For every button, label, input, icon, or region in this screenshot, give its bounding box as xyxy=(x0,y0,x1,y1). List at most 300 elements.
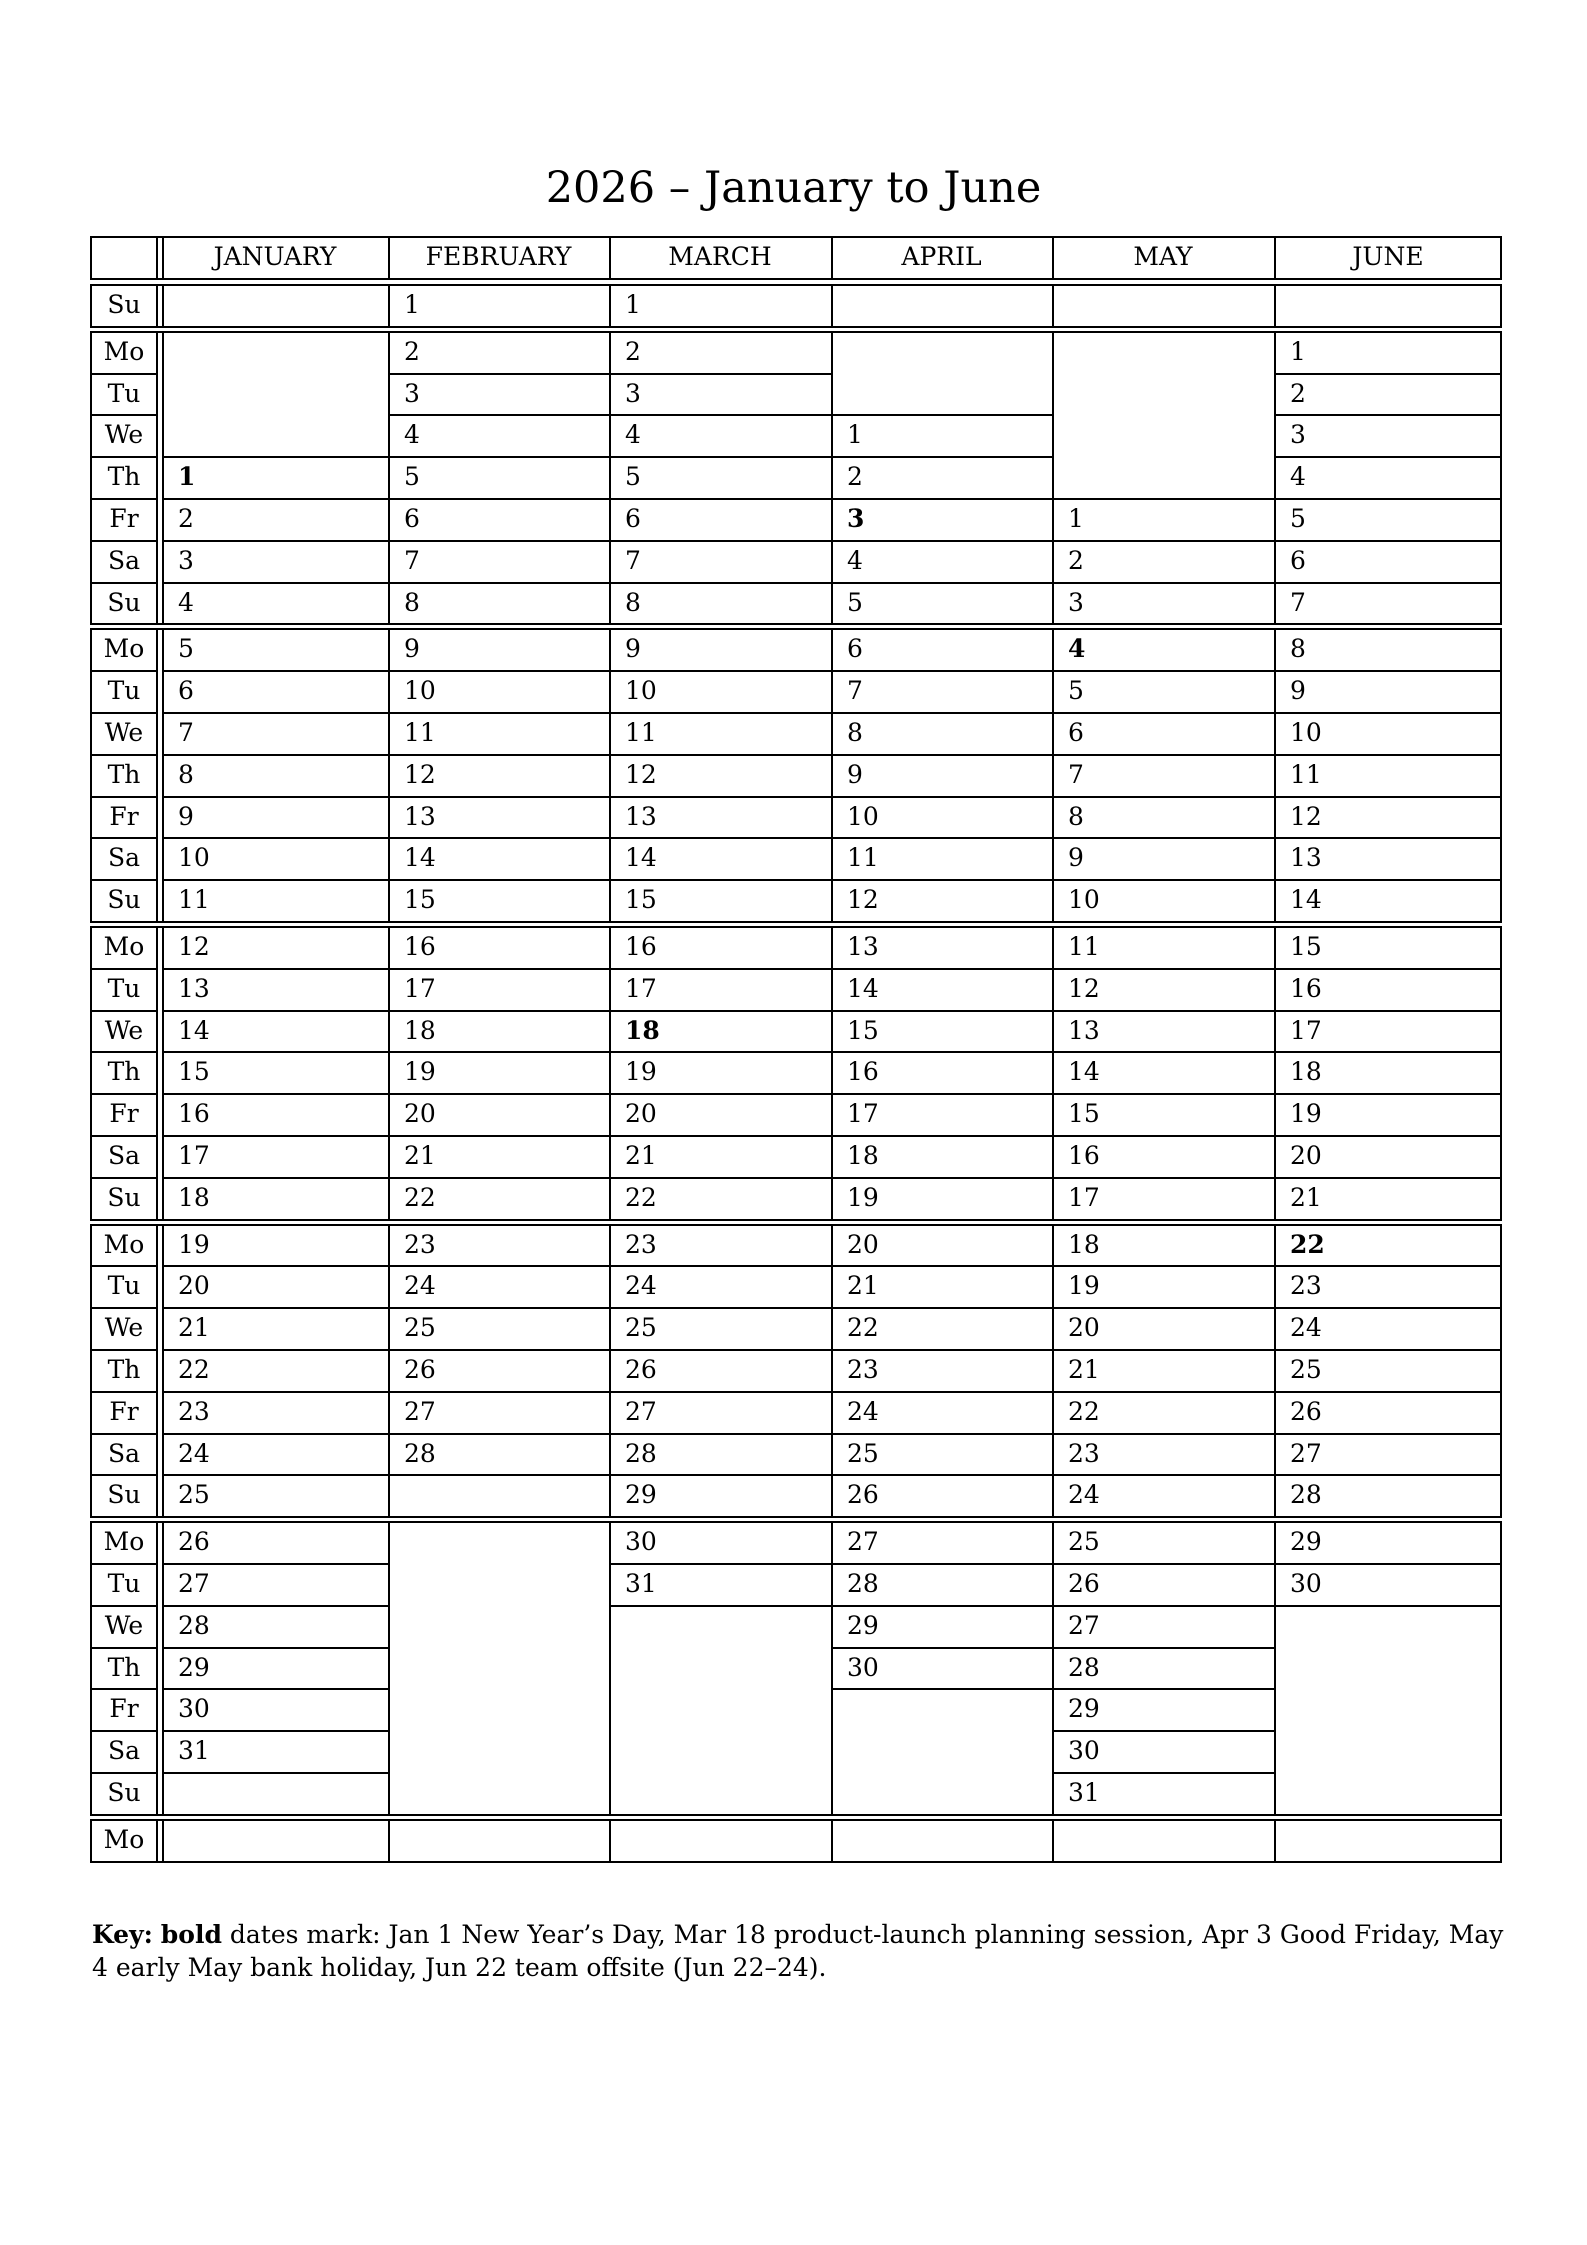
grid-line xyxy=(388,712,609,714)
weekday-label: Su xyxy=(107,1182,141,1212)
grid-line xyxy=(90,712,156,714)
grid-line xyxy=(1500,1819,1502,1863)
grid-line xyxy=(162,1605,388,1607)
grid-line xyxy=(831,796,1052,798)
grid-line xyxy=(1052,498,1274,500)
grid-line xyxy=(609,1051,831,1053)
date-cell: 5 xyxy=(404,462,420,492)
month-header: MAY xyxy=(1133,242,1193,271)
grid-line xyxy=(162,1391,388,1393)
grid-line xyxy=(90,1474,156,1476)
grid-line xyxy=(609,498,831,500)
key-text: dates mark: Jan 1 New Year’s Day, Mar 18 product-launch planning session, Apr 3 Good Friday, May 4 early May bank holiday, Jun 22 team offsite (Jun 22–24). xyxy=(92,1920,1504,1982)
grid-line xyxy=(90,278,1502,280)
date-cell: 12 xyxy=(404,759,436,789)
grid-line xyxy=(388,1819,390,1863)
date-cell: 16 xyxy=(625,932,657,961)
grid-line xyxy=(1274,837,1502,839)
grid-line xyxy=(831,1349,1052,1351)
grid-line xyxy=(162,1051,388,1053)
weekday-label: Th xyxy=(107,759,141,789)
date-cell: 2 xyxy=(404,336,420,366)
date-cell: 14 xyxy=(625,843,657,873)
date-cell: 15 xyxy=(178,1057,210,1087)
date-cell: 7 xyxy=(1068,759,1084,789)
key-bold-word: bold xyxy=(160,1920,222,1949)
grid-line xyxy=(90,1605,156,1607)
date-cell: 14 xyxy=(178,1015,210,1045)
date-cell: 12 xyxy=(1290,801,1322,831)
date-cell: 23 xyxy=(404,1229,436,1259)
weekday-label: We xyxy=(104,1015,144,1045)
grid-line xyxy=(162,968,388,970)
grid-line xyxy=(1274,1349,1502,1351)
grid-line xyxy=(831,754,1052,756)
date-cell: 26 xyxy=(847,1480,879,1510)
grid-line xyxy=(1274,1307,1502,1309)
grid-line xyxy=(162,1349,388,1351)
grid-line xyxy=(1052,1730,1274,1732)
date-cell: 15 xyxy=(1068,1099,1100,1129)
grid-line xyxy=(609,1135,831,1137)
grid-line xyxy=(388,1093,609,1095)
date-cell: 22 xyxy=(178,1355,210,1384)
date-cell: 23 xyxy=(1290,1271,1322,1301)
date-cell: 20 xyxy=(404,1099,436,1129)
grid-line xyxy=(162,879,388,881)
grid-line xyxy=(156,236,158,280)
grid-line xyxy=(1274,1521,1276,1816)
grid-line xyxy=(90,1516,1502,1518)
weekday-label: Tu xyxy=(107,1569,141,1598)
weekday-label: Th xyxy=(107,1355,141,1384)
date-cell: 15 xyxy=(847,1015,879,1045)
date-cell: 22 xyxy=(1290,1229,1325,1259)
grid-line xyxy=(1052,754,1274,756)
grid-line xyxy=(1274,796,1502,798)
date-cell: 31 xyxy=(178,1736,210,1766)
grid-line xyxy=(162,1433,388,1435)
weekday-label: Tu xyxy=(107,378,141,408)
grid-line xyxy=(1052,1819,1054,1863)
date-cell: 7 xyxy=(178,718,194,747)
grid-line xyxy=(1052,1688,1274,1690)
grid-line xyxy=(90,623,1502,625)
grid-line xyxy=(90,1819,1502,1821)
grid-line xyxy=(388,1135,609,1137)
grid-line xyxy=(388,1391,609,1393)
grid-line xyxy=(609,1819,611,1863)
weekday-label: We xyxy=(104,1610,144,1640)
grid-line xyxy=(90,1391,156,1393)
grid-line xyxy=(1052,1433,1274,1435)
date-cell: 3 xyxy=(1290,420,1306,450)
grid-line xyxy=(831,1563,1052,1565)
grid-line xyxy=(1052,837,1274,839)
date-cell: 17 xyxy=(847,1099,879,1129)
date-cell: 16 xyxy=(178,1099,210,1129)
weekday-label: We xyxy=(104,420,144,450)
date-cell: 13 xyxy=(1290,843,1322,873)
grid-line xyxy=(1274,284,1276,328)
date-cell: 29 xyxy=(1290,1527,1322,1557)
weekday-label: Sa xyxy=(107,1141,141,1170)
grid-line xyxy=(162,1688,388,1690)
grid-line xyxy=(1274,1265,1502,1267)
weekday-label: Su xyxy=(107,587,141,617)
date-cell: 11 xyxy=(178,885,210,915)
grid-line xyxy=(1052,968,1274,970)
date-cell: 6 xyxy=(1290,545,1306,575)
date-cell: 5 xyxy=(1068,676,1084,706)
date-cell: 30 xyxy=(625,1527,657,1557)
weekday-label: Mo xyxy=(103,1824,145,1854)
grid-line xyxy=(90,670,156,672)
date-cell: 22 xyxy=(847,1313,879,1343)
grid-line xyxy=(831,879,1052,881)
grid-line xyxy=(831,1010,1052,1012)
grid-line xyxy=(90,1219,1502,1221)
month-header: MARCH xyxy=(668,242,772,271)
grid-line xyxy=(162,670,388,672)
grid-line xyxy=(388,284,390,328)
date-cell: 17 xyxy=(404,973,436,1003)
date-cell: 10 xyxy=(178,843,210,873)
date-cell: 17 xyxy=(178,1141,210,1170)
grid-line xyxy=(609,968,831,970)
date-cell: 10 xyxy=(625,676,657,706)
grid-line xyxy=(1500,284,1502,328)
date-cell: 14 xyxy=(1068,1057,1100,1087)
month-header: APRIL xyxy=(901,242,982,271)
date-cell: 4 xyxy=(847,545,863,575)
date-cell: 2 xyxy=(1290,378,1306,408)
date-cell: 22 xyxy=(625,1182,657,1212)
weekday-label: We xyxy=(104,1313,144,1343)
date-cell: 12 xyxy=(1068,973,1100,1003)
date-cell: 30 xyxy=(1290,1569,1322,1598)
grid-line xyxy=(162,1265,388,1267)
grid-line xyxy=(162,1474,388,1476)
weekday-label: Fr xyxy=(109,504,139,533)
weekday-label: Su xyxy=(107,290,141,319)
grid-line xyxy=(90,456,156,458)
grid-line xyxy=(162,796,388,798)
date-cell: 26 xyxy=(404,1355,436,1384)
grid-line xyxy=(388,1433,609,1435)
grid-line xyxy=(831,1135,1052,1137)
grid-line xyxy=(1052,1051,1274,1053)
grid-line xyxy=(388,796,609,798)
date-cell: 30 xyxy=(178,1694,210,1724)
date-cell: 18 xyxy=(625,1015,660,1045)
grid-line xyxy=(1274,670,1502,672)
grid-line xyxy=(162,1772,388,1774)
date-cell: 28 xyxy=(847,1569,879,1598)
date-cell: 18 xyxy=(178,1182,210,1212)
date-cell: 23 xyxy=(178,1396,210,1426)
grid-line xyxy=(1052,1391,1274,1393)
grid-line xyxy=(90,837,156,839)
grid-line xyxy=(831,582,1052,584)
grid-line xyxy=(1052,1093,1274,1095)
date-cell: 20 xyxy=(1068,1313,1100,1343)
grid-line xyxy=(831,1647,1052,1649)
grid-line xyxy=(1052,582,1274,584)
grid-line xyxy=(1052,796,1274,798)
grid-line xyxy=(90,1688,156,1690)
weekday-label: Mo xyxy=(103,336,145,366)
date-cell: 21 xyxy=(178,1313,210,1343)
date-cell: 15 xyxy=(1290,932,1322,961)
date-cell: 9 xyxy=(404,634,420,664)
weekday-label: Tu xyxy=(107,1271,141,1301)
grid-line xyxy=(162,498,388,500)
weekday-label: Tu xyxy=(107,676,141,706)
grid-line xyxy=(609,1474,831,1476)
date-cell: 25 xyxy=(1068,1527,1100,1557)
grid-line xyxy=(831,712,1052,714)
grid-line xyxy=(388,1177,609,1179)
grid-line xyxy=(90,968,156,970)
grid-line xyxy=(388,540,609,542)
date-cell: 27 xyxy=(404,1396,436,1426)
date-cell: 16 xyxy=(1290,973,1322,1003)
date-cell: 3 xyxy=(178,545,194,575)
date-cell: 1 xyxy=(625,290,641,319)
date-cell: 1 xyxy=(847,420,863,450)
grid-line xyxy=(1052,712,1274,714)
date-cell: 29 xyxy=(847,1610,879,1640)
grid-line xyxy=(388,414,609,416)
grid-line xyxy=(831,1605,1052,1607)
date-cell: 5 xyxy=(1290,504,1306,533)
weekday-label: Su xyxy=(107,1480,141,1510)
grid-line xyxy=(90,1647,156,1649)
grid-line xyxy=(609,414,831,416)
date-cell: 19 xyxy=(847,1182,879,1212)
date-cell: 24 xyxy=(847,1396,879,1426)
date-cell: 28 xyxy=(404,1438,436,1468)
grid-line xyxy=(90,326,1502,328)
grid-line xyxy=(162,540,388,542)
date-cell: 13 xyxy=(625,801,657,831)
date-cell: 11 xyxy=(847,843,879,873)
grid-line xyxy=(831,1307,1052,1309)
grid-line xyxy=(831,670,1052,672)
grid-line xyxy=(90,628,1502,630)
date-cell: 9 xyxy=(178,801,194,831)
date-cell: 13 xyxy=(847,932,879,961)
date-cell: 9 xyxy=(1290,676,1306,706)
weekday-label: Fr xyxy=(109,1099,139,1129)
grid-line xyxy=(1052,1265,1274,1267)
date-cell: 24 xyxy=(625,1271,657,1301)
grid-line xyxy=(90,1093,156,1095)
grid-line xyxy=(609,1307,831,1309)
grid-line xyxy=(90,498,156,500)
grid-line xyxy=(162,1819,164,1863)
date-cell: 2 xyxy=(178,504,194,533)
date-cell: 18 xyxy=(1290,1057,1322,1087)
grid-line xyxy=(90,1814,1502,1816)
date-cell: 24 xyxy=(404,1271,436,1301)
grid-line xyxy=(1052,1307,1274,1309)
grid-line xyxy=(162,456,388,458)
month-header: FEBRUARY xyxy=(425,242,572,271)
date-cell: 17 xyxy=(1290,1015,1322,1045)
date-cell: 31 xyxy=(625,1569,657,1598)
grid-line xyxy=(831,1051,1052,1053)
grid-line xyxy=(609,879,831,881)
grid-line xyxy=(388,373,609,375)
grid-line xyxy=(162,1010,388,1012)
date-cell: 17 xyxy=(1068,1182,1100,1212)
date-cell: 13 xyxy=(404,801,436,831)
date-cell: 28 xyxy=(1290,1480,1322,1510)
weekday-label: Th xyxy=(107,1652,141,1682)
date-cell: 28 xyxy=(178,1610,210,1640)
date-cell: 23 xyxy=(847,1355,879,1384)
grid-line xyxy=(90,754,156,756)
date-cell: 27 xyxy=(847,1527,879,1557)
page-title: 2026 – January to June xyxy=(545,163,1042,213)
grid-line xyxy=(1274,373,1502,375)
grid-line xyxy=(1052,879,1274,881)
grid-line xyxy=(90,331,1502,333)
date-cell: 21 xyxy=(1290,1182,1322,1212)
grid-line xyxy=(831,1433,1052,1435)
weekday-label: Th xyxy=(107,462,141,492)
grid-line xyxy=(388,968,609,970)
date-cell: 19 xyxy=(404,1057,436,1087)
grid-line xyxy=(1274,582,1502,584)
grid-line xyxy=(609,1093,831,1095)
grid-line xyxy=(1274,1605,1502,1607)
date-cell: 18 xyxy=(1068,1229,1100,1259)
date-cell: 20 xyxy=(178,1271,210,1301)
date-cell: 19 xyxy=(178,1229,210,1259)
date-cell: 9 xyxy=(847,759,863,789)
date-cell: 15 xyxy=(625,885,657,915)
grid-line xyxy=(90,582,156,584)
grid-line xyxy=(609,1177,831,1179)
date-cell: 16 xyxy=(404,932,436,961)
grid-line xyxy=(90,1265,156,1267)
weekday-label: Mo xyxy=(103,634,145,664)
calendar-grid xyxy=(90,236,1502,1876)
grid-line xyxy=(90,1730,156,1732)
grid-line xyxy=(831,540,1052,542)
date-cell: 14 xyxy=(847,973,879,1003)
date-cell: 8 xyxy=(625,587,641,617)
grid-line xyxy=(831,456,1052,458)
date-cell: 18 xyxy=(404,1015,436,1045)
grid-line xyxy=(1052,1135,1274,1137)
grid-line xyxy=(90,1861,1502,1863)
date-cell: 11 xyxy=(404,718,436,747)
date-cell: 29 xyxy=(625,1480,657,1510)
date-cell: 13 xyxy=(178,973,210,1003)
grid-line xyxy=(609,1563,831,1565)
grid-line xyxy=(609,456,831,458)
date-cell: 3 xyxy=(404,378,420,408)
date-cell: 5 xyxy=(178,634,194,664)
grid-line xyxy=(609,1391,831,1393)
date-cell: 21 xyxy=(625,1141,657,1170)
date-cell: 29 xyxy=(178,1652,210,1682)
grid-line xyxy=(162,712,388,714)
date-cell: 12 xyxy=(847,885,879,915)
grid-line xyxy=(90,414,156,416)
grid-line xyxy=(831,1093,1052,1095)
date-cell: 7 xyxy=(404,545,420,575)
date-cell: 10 xyxy=(1290,718,1322,747)
date-cell: 27 xyxy=(1068,1610,1100,1640)
grid-line xyxy=(388,1265,609,1267)
date-cell: 8 xyxy=(847,718,863,747)
grid-line xyxy=(1052,540,1274,542)
date-cell: 25 xyxy=(178,1480,210,1510)
grid-line xyxy=(831,968,1052,970)
date-cell: 26 xyxy=(1068,1569,1100,1598)
grid-line xyxy=(1052,1349,1274,1351)
date-cell: 8 xyxy=(1290,634,1306,664)
date-cell: 6 xyxy=(847,634,863,664)
grid-line xyxy=(831,498,1052,500)
grid-line xyxy=(831,1688,1052,1690)
grid-line xyxy=(162,837,388,839)
grid-line xyxy=(1274,1474,1502,1476)
grid-line xyxy=(1052,1647,1274,1649)
grid-line xyxy=(90,1563,156,1565)
grid-line xyxy=(162,284,164,328)
date-cell: 2 xyxy=(847,462,863,492)
weekday-label: We xyxy=(104,718,144,747)
grid-line xyxy=(1274,1819,1276,1863)
grid-line xyxy=(831,1177,1052,1179)
grid-line xyxy=(1274,414,1502,416)
grid-line xyxy=(1052,670,1274,672)
key-label: Key: xyxy=(92,1920,153,1949)
legend-key xyxy=(92,1918,1504,1984)
grid-line xyxy=(90,1349,156,1351)
grid-line xyxy=(1274,968,1502,970)
date-cell: 4 xyxy=(1068,634,1086,664)
date-cell: 7 xyxy=(1290,587,1306,617)
grid-line xyxy=(1274,1433,1502,1435)
grid-line xyxy=(1052,1563,1274,1565)
grid-line xyxy=(1274,1177,1502,1179)
month-header: JANUARY xyxy=(213,242,337,271)
grid-line xyxy=(90,1433,156,1435)
date-cell: 16 xyxy=(847,1057,879,1087)
grid-line xyxy=(1052,284,1054,328)
grid-line xyxy=(1274,1563,1502,1565)
date-cell: 12 xyxy=(625,759,657,789)
weekday-label: Mo xyxy=(103,1229,145,1259)
date-cell: 10 xyxy=(1068,885,1100,915)
grid-line xyxy=(90,879,156,881)
grid-line xyxy=(831,284,833,328)
date-cell: 9 xyxy=(625,634,641,664)
grid-line xyxy=(90,1010,156,1012)
grid-line xyxy=(1274,1010,1502,1012)
grid-line xyxy=(609,1433,831,1435)
date-cell: 26 xyxy=(178,1527,210,1557)
date-cell: 20 xyxy=(1290,1141,1322,1170)
grid-line xyxy=(388,879,609,881)
